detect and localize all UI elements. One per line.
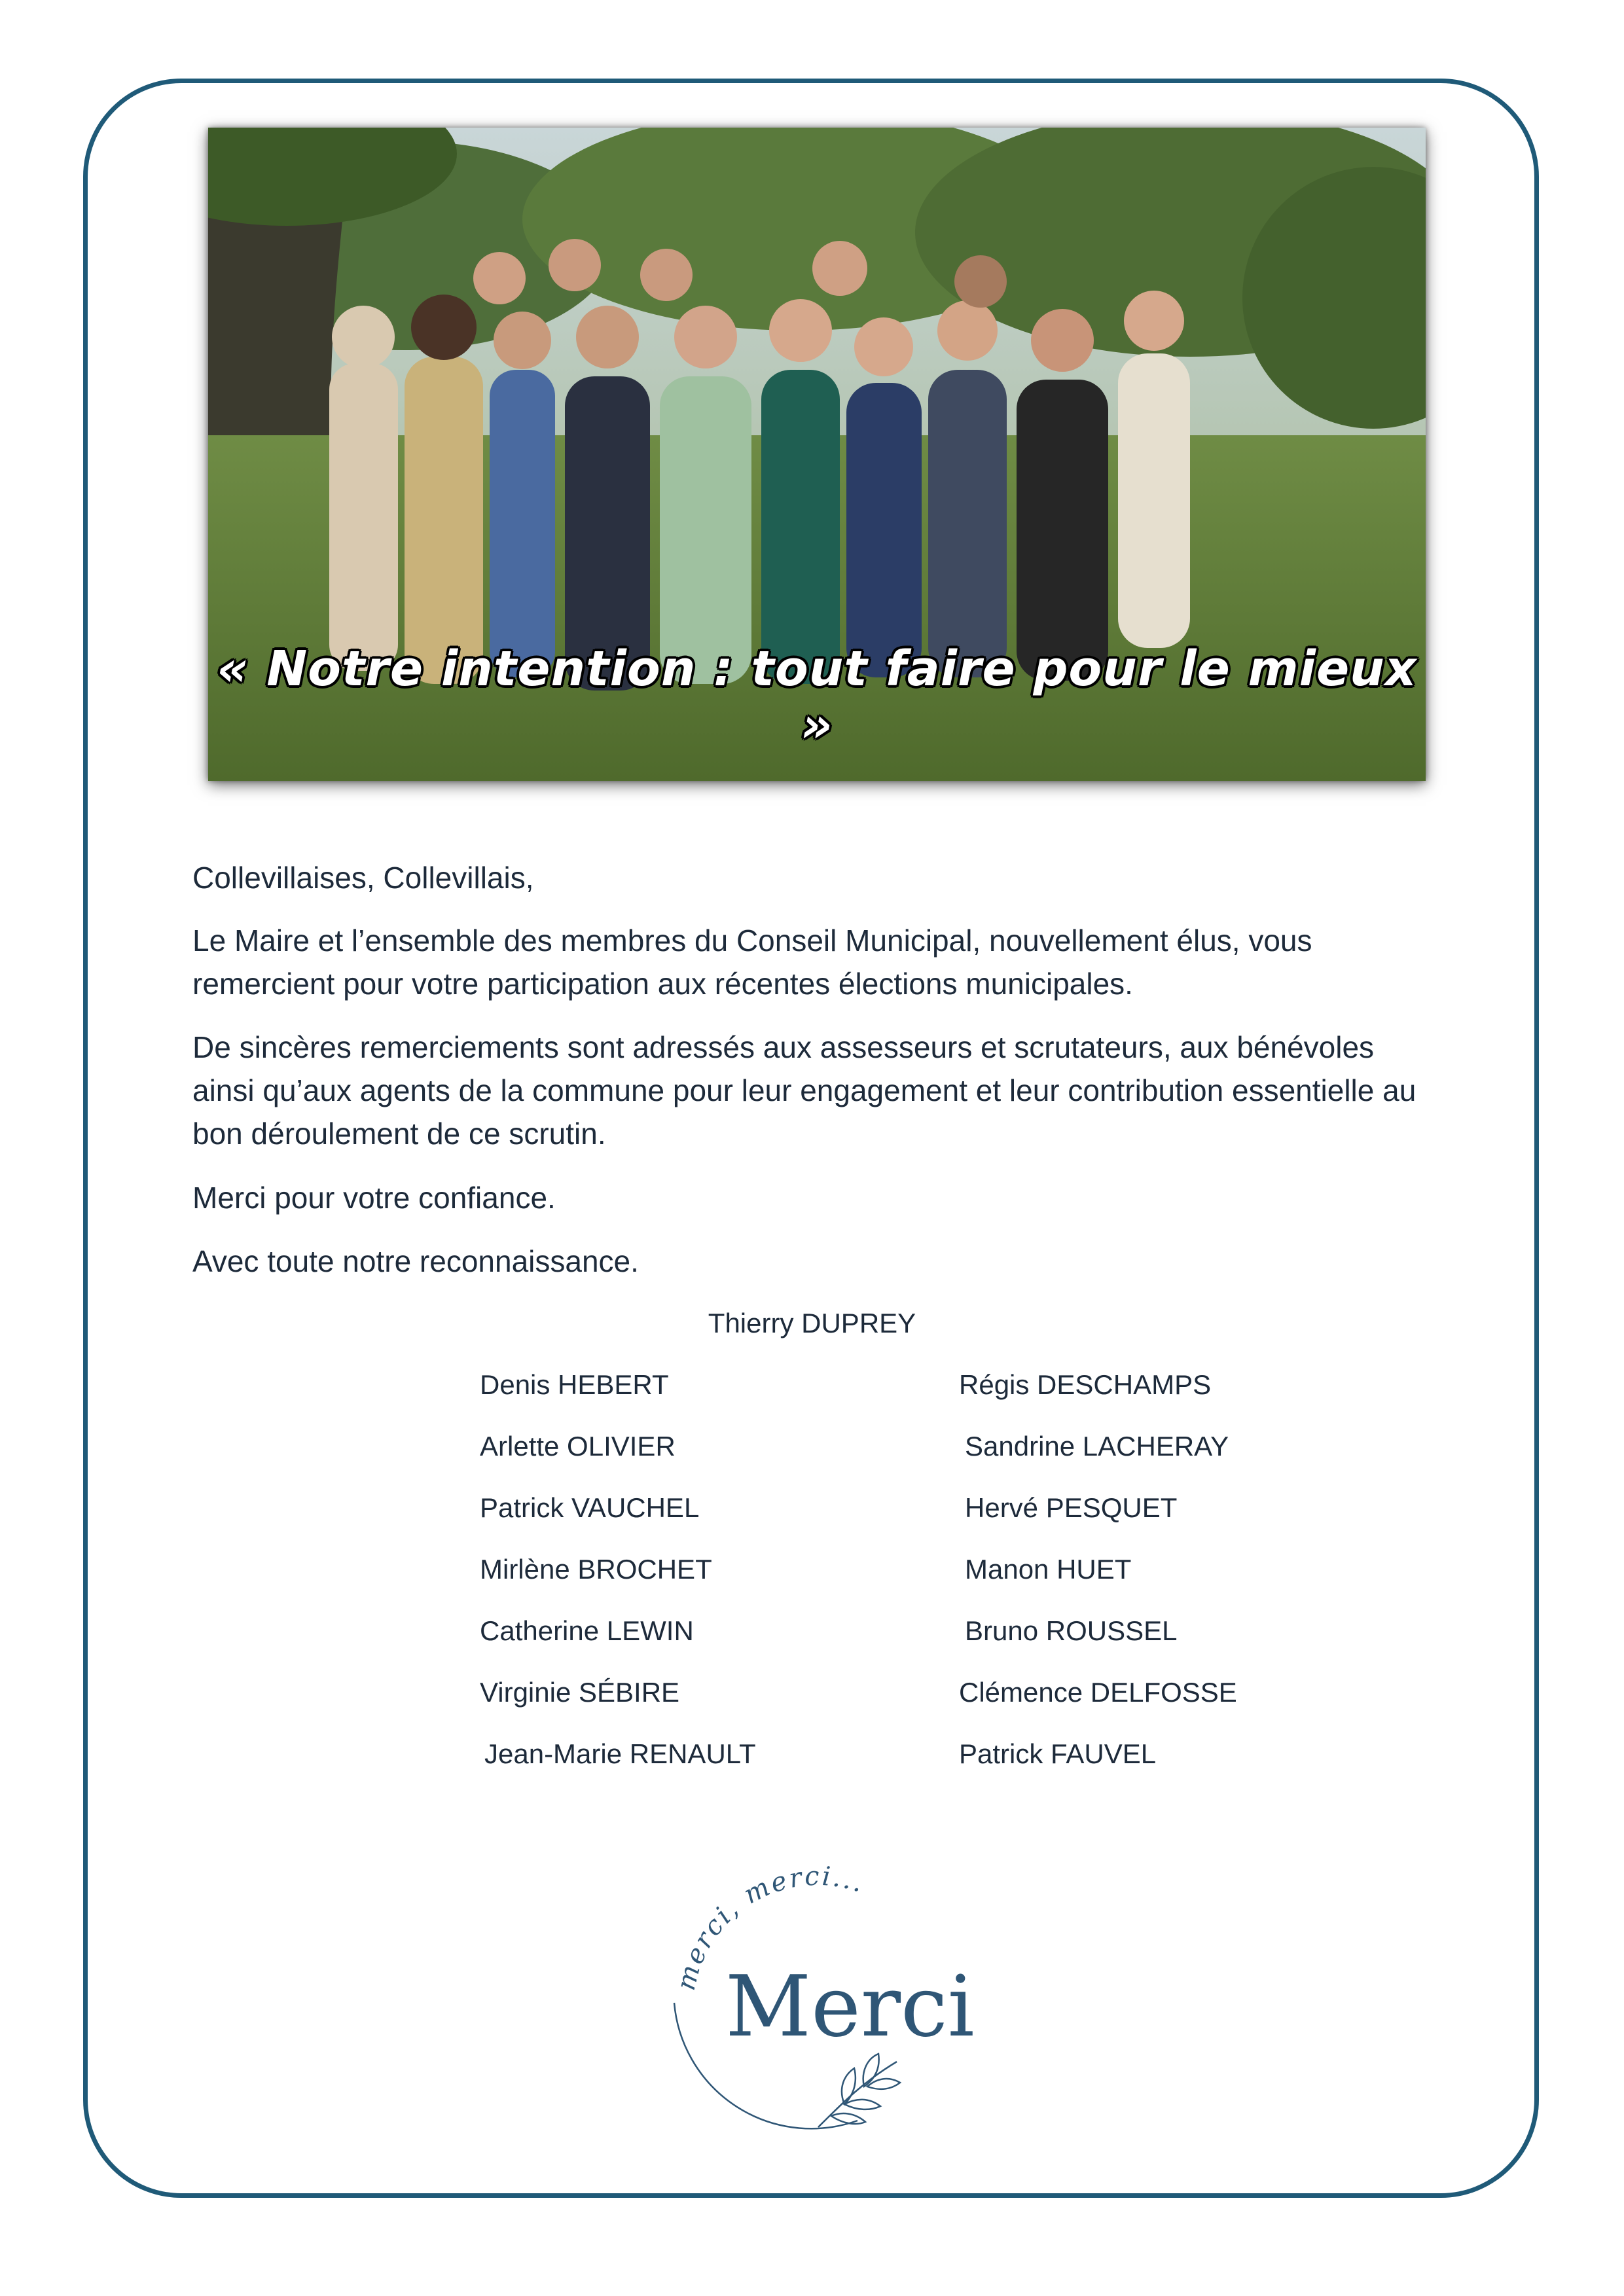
- signature-left: Denis HEBERT: [480, 1369, 669, 1400]
- letter-paragraph-2: [192, 1026, 1436, 1155]
- signature-right: Bruno ROUSSEL: [965, 1615, 1178, 1646]
- signature-right: Clémence DELFOSSE: [959, 1677, 1237, 1708]
- letter-closing: [192, 1240, 1436, 1283]
- letter-greeting: [192, 856, 1436, 899]
- signature-left: Patrick VAUCHEL: [480, 1492, 700, 1523]
- closing-text: Avec toute notre reconnaissance.: [192, 1244, 639, 1278]
- paragraph-2-text: De sincères remerciements sont adressés aux assesseurs et scrutateurs, aux bénévoles ainsi qu’aux agents de la commune pour leur engagement et leur contribution essentielle au bon déroulement de ce scrutin.: [192, 1030, 1416, 1151]
- signature-left: Arlette OLIVIER: [480, 1431, 676, 1462]
- signature-right: Patrick FAUVEL: [959, 1738, 1157, 1769]
- mayor-signature: Thierry DUPREY: [708, 1308, 916, 1338]
- signature-right: Manon HUET: [965, 1554, 1132, 1585]
- merci-arc-text: merci, merci...: [670, 1861, 869, 1994]
- merci-logo-graphic: [648, 1846, 975, 2153]
- merci-logo: [648, 1846, 975, 2153]
- signature-left: Jean-Marie RENAULT: [484, 1738, 756, 1769]
- signature-right: Régis DESCHAMPS: [959, 1369, 1212, 1400]
- signature-left: Mirlène BROCHET: [480, 1554, 712, 1585]
- paragraph-3-text: Merci pour votre confiance.: [192, 1181, 556, 1215]
- signature-left: Catherine LEWIN: [480, 1615, 694, 1646]
- signature-left: Virginie SÉBIRE: [480, 1677, 680, 1708]
- merci-word: Merci: [725, 1958, 975, 2056]
- photo-caption: « Notre intention : tout faire pour le mieux »: [217, 641, 1417, 753]
- leaf-branch-icon: [818, 2054, 900, 2127]
- greeting-text: Collevillaises, Collevillais,: [192, 861, 534, 895]
- group-photo: [208, 128, 1426, 781]
- paragraph-1-text: Le Maire et l’ensemble des membres du Conseil Municipal, nouvellement élus, vous remercient pour votre participation aux récentes élections municipales.: [192, 924, 1312, 1001]
- signature-right: Hervé PESQUET: [965, 1492, 1178, 1523]
- signature-right: Sandrine LACHERAY: [965, 1431, 1229, 1462]
- letter-paragraph-3: [192, 1176, 1436, 1219]
- letter-paragraph-1: [192, 919, 1436, 1005]
